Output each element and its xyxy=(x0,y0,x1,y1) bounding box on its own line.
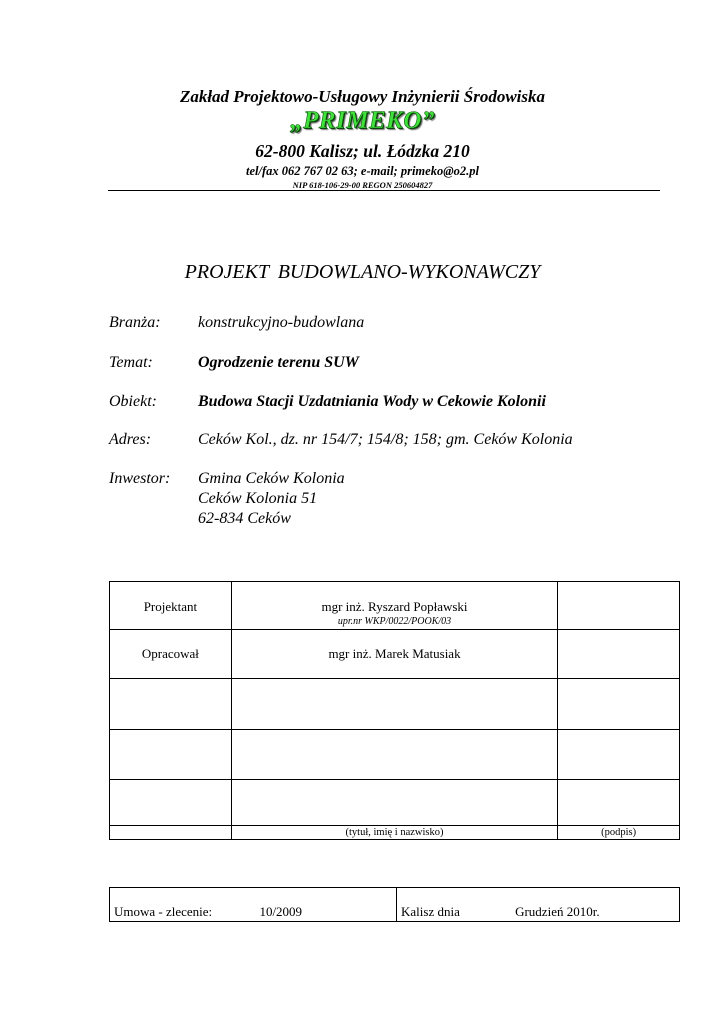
role-cell xyxy=(110,780,232,826)
role-cell xyxy=(110,679,232,730)
table-row xyxy=(110,780,680,826)
date-cell xyxy=(397,888,680,922)
temat-value: Ogrodzenie terenu SUW xyxy=(198,354,359,371)
table-row xyxy=(110,630,680,679)
table-row xyxy=(110,679,680,730)
signature-cell xyxy=(558,780,680,826)
inwestor-line-3: 62-834 Ceków xyxy=(198,510,291,527)
branza-value: konstrukcyjno-budowlana xyxy=(198,314,365,331)
contract-table xyxy=(109,887,680,922)
signature-cell xyxy=(558,582,680,630)
document-date: Grudzień 2010r. xyxy=(515,904,600,919)
table-row xyxy=(110,888,680,922)
signature-caption: (podpis) xyxy=(558,826,680,840)
company-address: 62-800 Kalisz; ul. Łódzka 210 xyxy=(255,141,470,161)
role-cell xyxy=(110,630,232,679)
table-row xyxy=(110,582,680,630)
role-text: Projektant xyxy=(143,599,198,614)
name-caption: (tytuł, imię i nazwisko) xyxy=(231,826,557,840)
name-cell xyxy=(231,582,557,630)
temat-label: Temat: xyxy=(109,354,153,371)
name-cell xyxy=(231,780,557,826)
signature-cell xyxy=(558,630,680,679)
company-contact: tel/fax 062 767 02 63; e-mail; primeko@o2.pl xyxy=(246,164,479,178)
name-cell xyxy=(231,730,557,780)
role-cell xyxy=(110,582,232,630)
company-logo-text: „PRIMEKO” xyxy=(290,107,435,134)
contract-cell xyxy=(110,888,397,922)
document-title: PROJEKT BUDOWLANO-WYKONAWCZY xyxy=(184,261,541,283)
organization-name: Zakład Projektowo-Usługowy Inżynierii Środowiska xyxy=(179,87,546,106)
adres-value: Ceków Kol., dz. nr 154/7; 154/8; 158; gm. Ceków Kolonia xyxy=(198,431,573,448)
header-divider xyxy=(108,190,660,191)
role-text: Opracował xyxy=(141,646,199,661)
signature-table xyxy=(109,581,680,840)
inwestor-line-2: Ceków Kolonia 51 xyxy=(198,490,318,507)
role-cell xyxy=(110,730,232,780)
contract-label: Umowa - zlecenie: xyxy=(114,904,213,919)
inwestor-line-1: Gmina Ceków Kolonia xyxy=(198,470,345,487)
contract-number: 10/2009 xyxy=(259,904,303,919)
name-text: mgr inż. Marek Matusiak xyxy=(328,646,461,661)
obiekt-value: Budowa Stacji Uzdatniania Wody w Cekowie Kolonii xyxy=(198,393,546,410)
branza-label: Branża: xyxy=(109,314,161,331)
table-row xyxy=(110,826,680,840)
company-ids: NIP 618-106-29-00 REGON 250604827 xyxy=(292,180,433,190)
name-cell xyxy=(231,630,557,679)
name-cell xyxy=(231,679,557,730)
inwestor-label: Inwestor: xyxy=(109,470,171,487)
signature-cell xyxy=(558,730,680,780)
adres-label: Adres: xyxy=(109,431,152,448)
table-row xyxy=(110,730,680,780)
license-note: upr.nr WKP/0022/POOK/03 xyxy=(337,616,452,627)
place-label: Kalisz dnia xyxy=(401,904,460,919)
obiekt-label: Obiekt: xyxy=(109,393,157,410)
role-cell xyxy=(110,826,232,840)
name-text: mgr inż. Ryszard Popławski xyxy=(321,599,468,614)
signature-cell xyxy=(558,679,680,730)
